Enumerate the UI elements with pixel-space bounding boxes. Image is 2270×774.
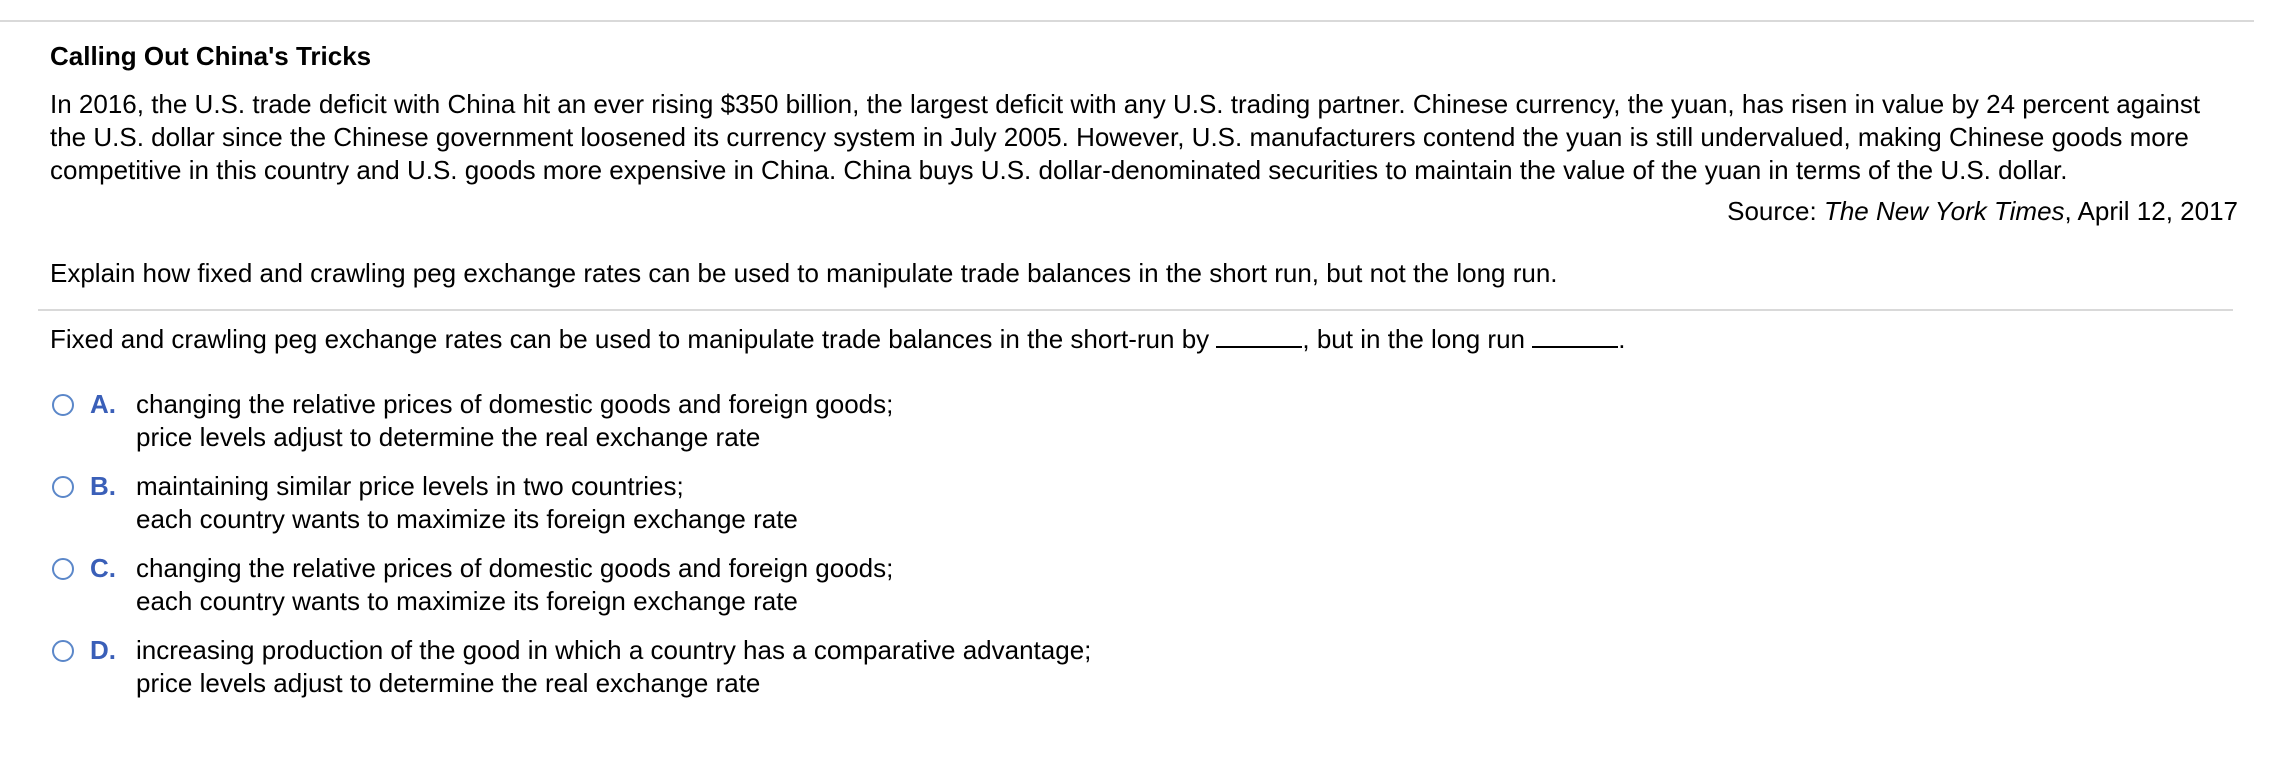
source-citation	[50, 193, 2238, 229]
option-line-1: changing the relative prices of domestic goods and foreign goods;	[136, 553, 894, 583]
problem-section	[50, 38, 2238, 291]
source-publication: The New York Times	[1823, 196, 2065, 226]
option-line-1: changing the relative prices of domestic goods and foreign goods;	[136, 389, 894, 419]
source-date: , April 12, 2017	[2064, 196, 2238, 226]
blank-2	[1532, 326, 1618, 348]
question-text: Explain how fixed and crawling peg exchange rates can be used to manipulate trade balances in the short run, but not the long run.	[50, 258, 1558, 288]
option-line-2: price levels adjust to determine the real exchange rate	[136, 422, 761, 452]
problem-title: Calling Out China's Tricks	[50, 41, 372, 71]
option-letter: C.	[90, 553, 116, 583]
source-prefix: Source:	[1727, 196, 1824, 226]
answer-stem	[50, 321, 1625, 357]
option-letter: A.	[90, 389, 116, 419]
stem-end: .	[1618, 324, 1626, 354]
option-text	[136, 388, 893, 454]
option-line-2: price levels adjust to determine the real exchange rate	[136, 668, 761, 698]
answer-options	[52, 388, 1091, 716]
stem-part2: , but in the long run	[1302, 324, 1533, 354]
problem-passage: In 2016, the U.S. trade deficit with China hit an ever rising $350 billion, the largest deficit with any U.S. trading partner. Chinese currency, the yuan, has risen in value by 24 percent against the U.S. dollar since the Chinese government loosened its currency system in July 2005. However, U.S. manufacturers contend the yuan is still undervalued, making Chinese goods more competitive in this country and U.S. goods more expensive in China. China buys U.S. dollar-denominated securities to maintain the value of the yuan in terms of the U.S. dollar.	[50, 89, 2201, 185]
option-c[interactable]	[52, 552, 1091, 634]
radio-button-a[interactable]	[52, 394, 74, 416]
question-divider	[38, 309, 2233, 311]
option-line-2: each country wants to maximize its foreign exchange rate	[136, 504, 798, 534]
radio-button-b[interactable]	[52, 476, 74, 498]
option-line-1: increasing production of the good in which a country has a comparative advantage;	[136, 635, 1092, 665]
option-b[interactable]	[52, 470, 1091, 552]
option-line-2: each country wants to maximize its foreign exchange rate	[136, 586, 798, 616]
option-d[interactable]	[52, 634, 1091, 716]
radio-button-d[interactable]	[52, 640, 74, 662]
option-text	[136, 552, 893, 618]
stem-part1: Fixed and crawling peg exchange rates can be used to manipulate trade balances in the short-run by	[50, 324, 1217, 354]
option-line-1: maintaining similar price levels in two countries;	[136, 471, 684, 501]
option-a[interactable]	[52, 388, 1091, 470]
option-text	[136, 634, 1091, 700]
top-divider	[0, 20, 2254, 22]
blank-1	[1216, 326, 1302, 348]
option-letter: D.	[90, 635, 116, 665]
option-text	[136, 470, 798, 536]
radio-button-c[interactable]	[52, 558, 74, 580]
option-letter: B.	[90, 471, 116, 501]
